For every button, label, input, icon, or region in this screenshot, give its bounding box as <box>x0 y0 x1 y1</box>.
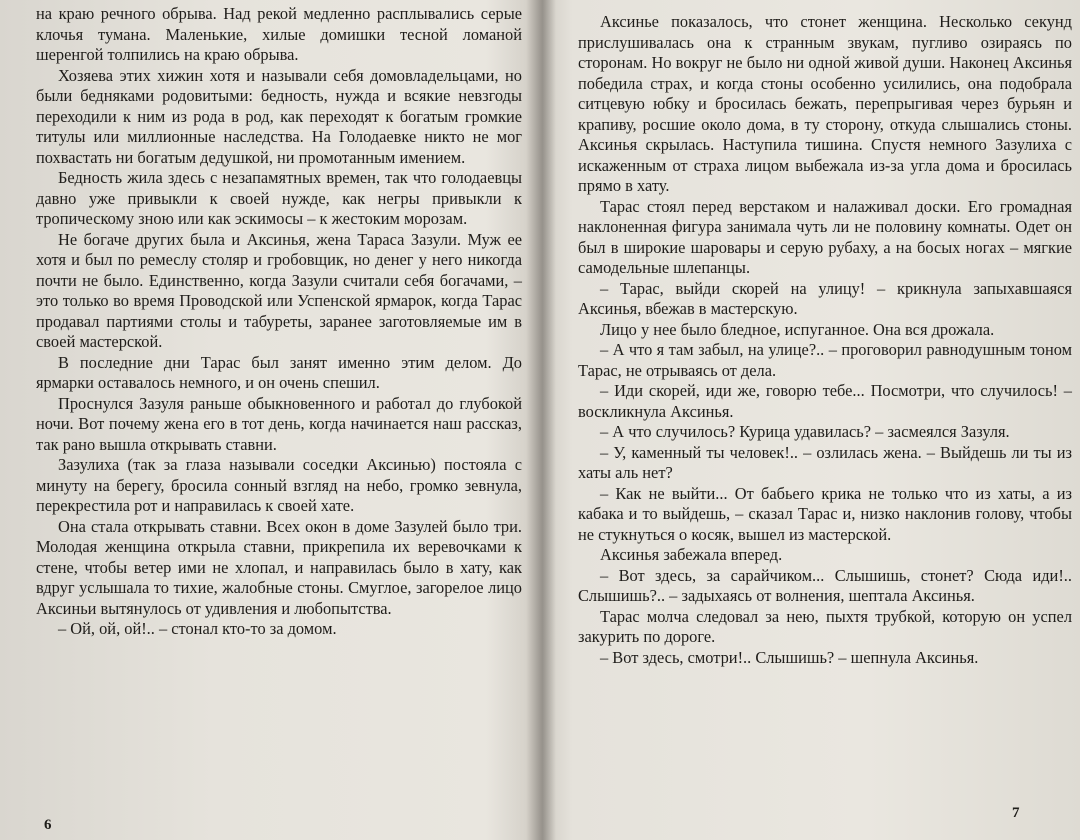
paragraph: Тарас стоял перед верстаком и налаживал доски. Его громадная наклоненная фигура занимала чуть ли не половину комнаты. Одет он был в широкие шаровары и серую рубаху, а на босых ногах – мягкие самодельные шлепанцы. <box>578 196 1072 277</box>
paragraph: – У, каменный ты человек!.. – озлилась жена. – Выйдешь ли ты из хаты аль нет? <box>578 442 1072 482</box>
right-page-text <box>578 12 1072 668</box>
paragraph: Тарас молча следовал за нею, пыхтя трубкой, которую он успел закурить по дороге. <box>578 606 1072 646</box>
paragraph: – А что случилось? Курица удавилась? – засмеялся Зазуля. <box>600 422 1010 441</box>
page-number: 7 <box>1012 805 1020 821</box>
paragraph: – Тарас, выйди скорей на улицу! – крикнула запыхавшаяся Аксинья, вбежав в мастерскую. <box>578 278 1072 318</box>
left-page <box>0 0 528 840</box>
paragraph: Она стала открывать ставни. Всех окон в доме Зазулей было три. Молодая женщина открыла ставни, прикрепила их веревочками к стене, чтобы ветер ими не хлопал, и направилась было в хату, как вдруг услышала то тихие, жалобные стоны. Смуглое, загорелое лицо Аксиньи вытянулось от удивления и любопытства. <box>36 516 522 618</box>
paragraph: Зазулиха (так за глаза называли соседки Аксинью) постояла с минуту на берегу, бросила сонный взгляд на небо, громко зевнула, перекрестила рот и направилась к своей хате. <box>36 455 522 515</box>
paragraph: Проснулся Зазуля раньше обыкновенного и работал до глубокой ночи. Вот почему жена его в тот день, когда начинается наш рассказ, так рано вышла открывать ставни. <box>36 393 522 454</box>
left-page-text <box>36 4 522 640</box>
book-gutter <box>526 0 556 840</box>
right-page <box>556 0 1080 840</box>
paragraph: Аксинье показалось, что стонет женщина. Несколько секунд прислушивалась она к странным звукам, пугливо озираясь по сторонам. Но вокруг не было ни одной живой души. Наконец Аксинья победила страх, и когда стоны особенно усилились, она подобрала ситцевую юбку и бросилась бежать, перепрыгивая через бурьян и крапиву, росшие около дома, в ту сторону, откуда слышались стоны. Аксинья скрылась. Наступила тишина. Спустя немного Зазулиха с искаженным от страха лицом выбежала из-за угла дома и бросилась прямо в хату. <box>578 12 1072 195</box>
paragraph: Аксинья забежала вперед. <box>600 545 783 564</box>
paragraph: В последние дни Тарас был занят именно этим делом. До ярмарки оставалось немного, и он очень спешил. <box>36 352 522 392</box>
paragraph: – Иди скорей, иди же, говорю тебе... Посмотри, что случилось! – воскликнула Аксинья. <box>578 381 1072 421</box>
paragraph: Не богаче других была и Аксинья, жена Тараса Зазули. Муж ее хотя и был по ремеслу столяр и гробовщик, но денег у него никогда почти не было. Единственно, когда Зазули считали себя богачами, – это только во время Проводской или Успенской ярмарок, когда Тарас продавал партиями столы и табуреты, заранее заготовляемые им в своей мастерской. <box>36 229 522 351</box>
page-number: 6 <box>44 817 52 833</box>
paragraph: – Ой, ой, ой!.. – стонал кто-то за домом. <box>58 619 337 638</box>
paragraph: – А что я там забыл, на улице?.. – проговорил равнодушным тоном Тарас, не отрываясь от дела. <box>578 340 1072 380</box>
paragraph: на краю речного обрыва. Над рекой медленно расплывались серые клочья тумана. Маленькие, хилые домишки тесной ломаной шеренгой толпились на краю обрыва. <box>36 4 522 64</box>
paragraph: – Как не выйти... От бабьего крика не только что из хаты, а из кабака и то выйдешь, – сказал Тарас и, низко наклонив голову, чтобы не стукнуться о косяк, вышел из мастерской. <box>578 483 1072 544</box>
paragraph: – Вот здесь, смотри!.. Слышишь? – шепнула Аксинья. <box>600 647 979 667</box>
paragraph: – Вот здесь, за сарайчиком... Слышишь, стонет? Сюда иди!.. Слышишь?.. – задыхаясь от волнения, шептала Аксинья. <box>578 565 1072 605</box>
paragraph: Бедность жила здесь с незапамятных времен, так что голодаевцы давно уже привыкли к своей нужде, как негры привыкли к тропическому зною или как эскимосы – к жестоким морозам. <box>36 168 522 228</box>
paragraph: Лицо у нее было бледное, испуганное. Она вся дрожала. <box>600 319 995 339</box>
paragraph: Хозяева этих хижин хотя и называли себя домовладельцами, но были бедняками родовитыми: бедность, нужда и всякие невзгоды переходили к ним из рода в род, как переходят к богатым громкие титулы или миллионные наследства. На Голодаевке никто не мог похвастать ни богатым дедушкой, ни промотанным имением. <box>36 65 522 167</box>
